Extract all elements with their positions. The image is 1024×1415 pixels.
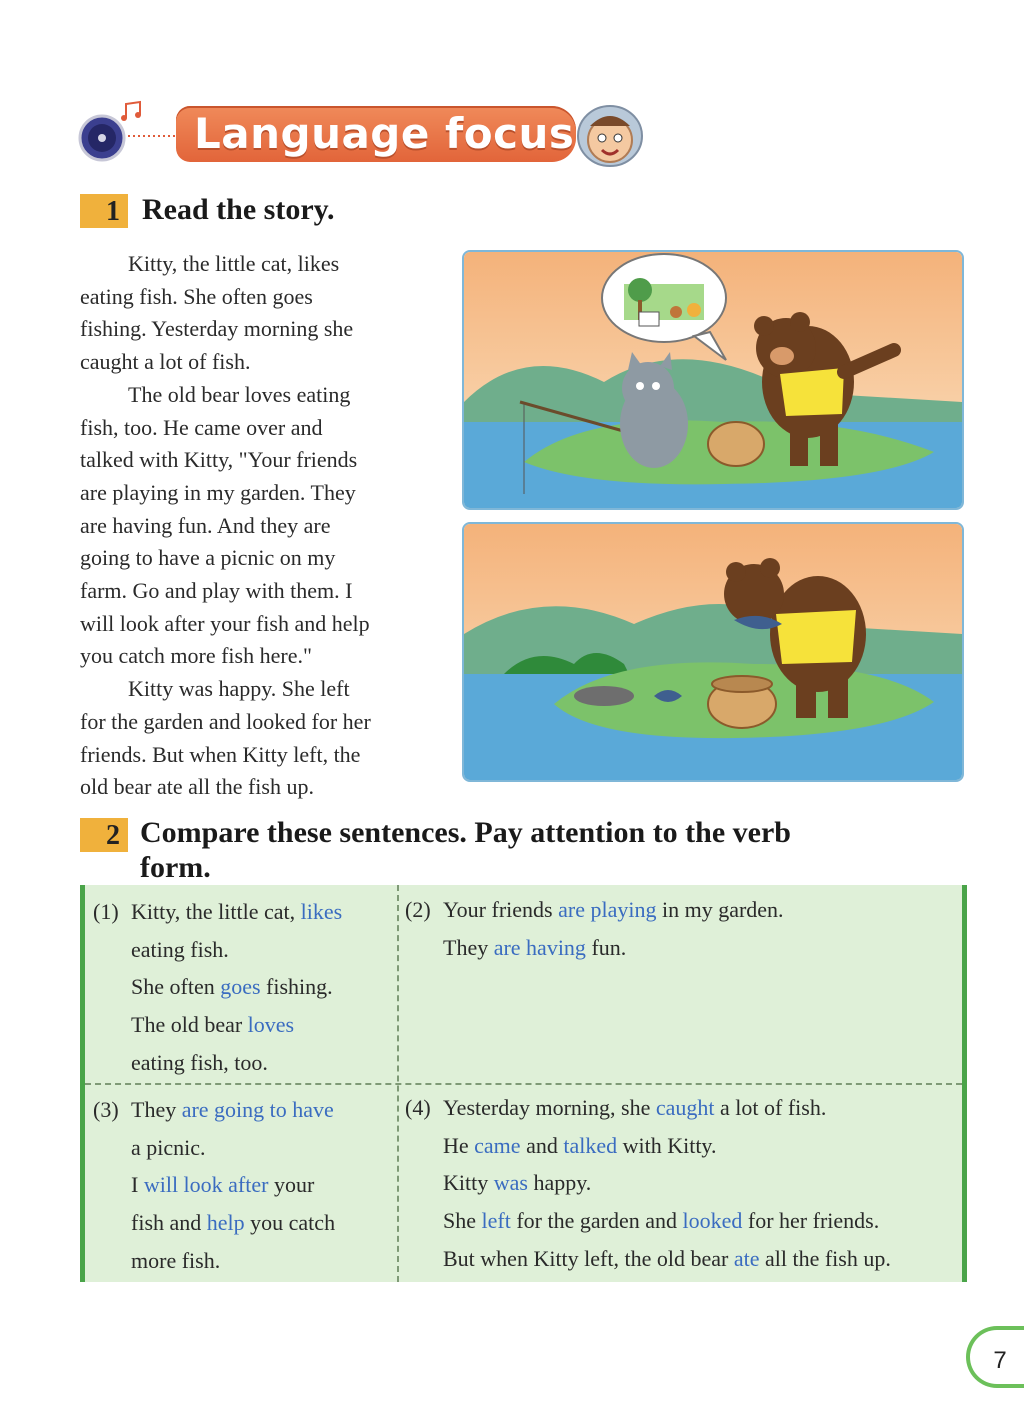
fishing-scene-image: [464, 252, 962, 508]
line-text: Your friends: [443, 897, 559, 922]
line-text: fish and: [131, 1210, 207, 1236]
table-line: [443, 929, 784, 967]
section-1-title: Read the story.: [142, 193, 335, 226]
story-line: The old bear loves eating: [128, 381, 351, 407]
table-line: [443, 1240, 891, 1278]
line-text: He: [443, 1132, 475, 1158]
line-text: Kitty, the little cat,: [131, 899, 301, 924]
story-line: fish, too. He came over and: [80, 414, 323, 440]
story-line: talked with Kitty, "Your friends: [80, 447, 358, 473]
verb-highlight: looked: [682, 1208, 743, 1234]
story-illustration-2: [462, 522, 964, 782]
cell-lines: [443, 891, 784, 966]
story-line: will look after your fish and help: [80, 610, 370, 636]
table-line: [443, 1127, 891, 1165]
line-text: for her friends.: [742, 1208, 880, 1234]
cell-label: (3): [93, 1097, 119, 1122]
verb-highlight: help: [206, 1210, 245, 1236]
line-text: you catch: [244, 1210, 336, 1236]
table-line: [131, 1242, 335, 1280]
line-text: They: [131, 1097, 182, 1122]
line-text: eating fish.: [131, 936, 229, 962]
line-text: But when Kitty left, the old bear: [443, 1245, 734, 1271]
line-text: They: [443, 934, 494, 960]
story-line: farm. Go and play with them. I: [80, 578, 353, 604]
line-text: your: [268, 1172, 315, 1198]
section-2-number: 2: [80, 818, 128, 852]
line-text: fishing.: [260, 974, 333, 1000]
story-line: Kitty was happy. She left: [128, 676, 350, 702]
verb-highlight: are playing: [558, 897, 657, 922]
table-line: [131, 1129, 335, 1167]
line-text: fun.: [585, 934, 627, 960]
cell-lines: [131, 893, 342, 1082]
verb-highlight: loves: [247, 1012, 295, 1038]
line-text: for the garden and: [510, 1208, 683, 1234]
verb-highlight: left: [481, 1208, 511, 1234]
verb-highlight: talked: [563, 1132, 618, 1158]
verb-highlight: caught: [655, 1095, 715, 1120]
section-2-title-line2: form.: [140, 851, 211, 884]
line-text: more fish.: [131, 1247, 221, 1273]
section-1-number: 1: [80, 194, 128, 228]
story-line: eating fish. She often goes: [80, 283, 313, 309]
line-text: with Kitty.: [617, 1132, 717, 1158]
story-line: old bear ate all the fish up.: [80, 774, 314, 800]
boy-face-icon: [568, 100, 648, 170]
line-text: The old bear: [131, 1012, 248, 1038]
music-note-icon: [118, 100, 148, 122]
line-text: a picnic.: [131, 1134, 206, 1160]
line-text: I: [131, 1172, 144, 1198]
verb-highlight: ate: [733, 1245, 760, 1271]
table-line: [443, 1202, 891, 1240]
line-text: all the fish up.: [759, 1245, 891, 1271]
line-text: She: [443, 1208, 482, 1234]
verb-highlight: will look after: [143, 1172, 269, 1198]
page-title: Language focus: [194, 109, 575, 158]
verb-highlight: are having: [493, 934, 586, 960]
cell-lines: [131, 1091, 335, 1280]
story-line: going to have a picnic on my: [80, 545, 336, 571]
story-line: fishing. Yesterday morning she: [80, 316, 354, 342]
line-text: She often: [131, 974, 221, 1000]
story-line: for the garden and looked for her: [80, 708, 371, 734]
table-line: [131, 1091, 335, 1129]
story-line: friends. But when Kitty left, the: [80, 741, 361, 767]
table-line: [131, 968, 342, 1006]
section-2-title-line1: Compare these sentences. Pay attention to the verb: [140, 816, 791, 849]
verb-highlight: likes: [300, 899, 343, 924]
line-text: eating fish, too.: [131, 1049, 268, 1075]
comparison-table: [80, 885, 967, 1282]
verb-highlight: goes: [220, 974, 261, 1000]
verb-highlight: are going to have: [181, 1097, 334, 1122]
line-text: in my garden.: [656, 897, 784, 922]
line-text: happy.: [527, 1170, 592, 1196]
verb-highlight: came: [474, 1132, 521, 1158]
section-header: [78, 100, 658, 170]
line-text: Kitty: [443, 1170, 494, 1196]
table-horizontal-divider: [85, 1083, 962, 1085]
page-number: 7: [966, 1326, 1024, 1388]
cell-label: (2): [405, 897, 431, 922]
table-line: [443, 891, 784, 929]
table-line: [131, 931, 342, 969]
table-line: [131, 1166, 335, 1204]
bear-eating-fish-image: [464, 524, 962, 780]
table-line: [131, 893, 342, 931]
table-line: [443, 1089, 891, 1127]
story-text: [80, 248, 440, 804]
story-line: you catch more fish here.": [80, 643, 312, 669]
story-line: Kitty, the little cat, likes: [128, 251, 340, 276]
cell-lines: [443, 1089, 891, 1278]
cell-label: (1): [93, 899, 119, 924]
table-line: [443, 1164, 891, 1202]
table-line: [131, 1044, 342, 1082]
table-line: [131, 1204, 335, 1242]
line-text: a lot of fish.: [714, 1095, 827, 1120]
cell-label: (4): [405, 1095, 431, 1120]
verb-highlight: was: [493, 1170, 528, 1196]
story-line: are having fun. And they are: [80, 512, 331, 538]
line-text: and: [520, 1132, 564, 1158]
line-text: Yesterday morning, she: [443, 1095, 656, 1120]
story-line: are playing in my garden. They: [80, 479, 356, 505]
table-line: [131, 1006, 342, 1044]
story-illustration-1: [462, 250, 964, 510]
story-line: caught a lot of fish.: [80, 349, 251, 375]
